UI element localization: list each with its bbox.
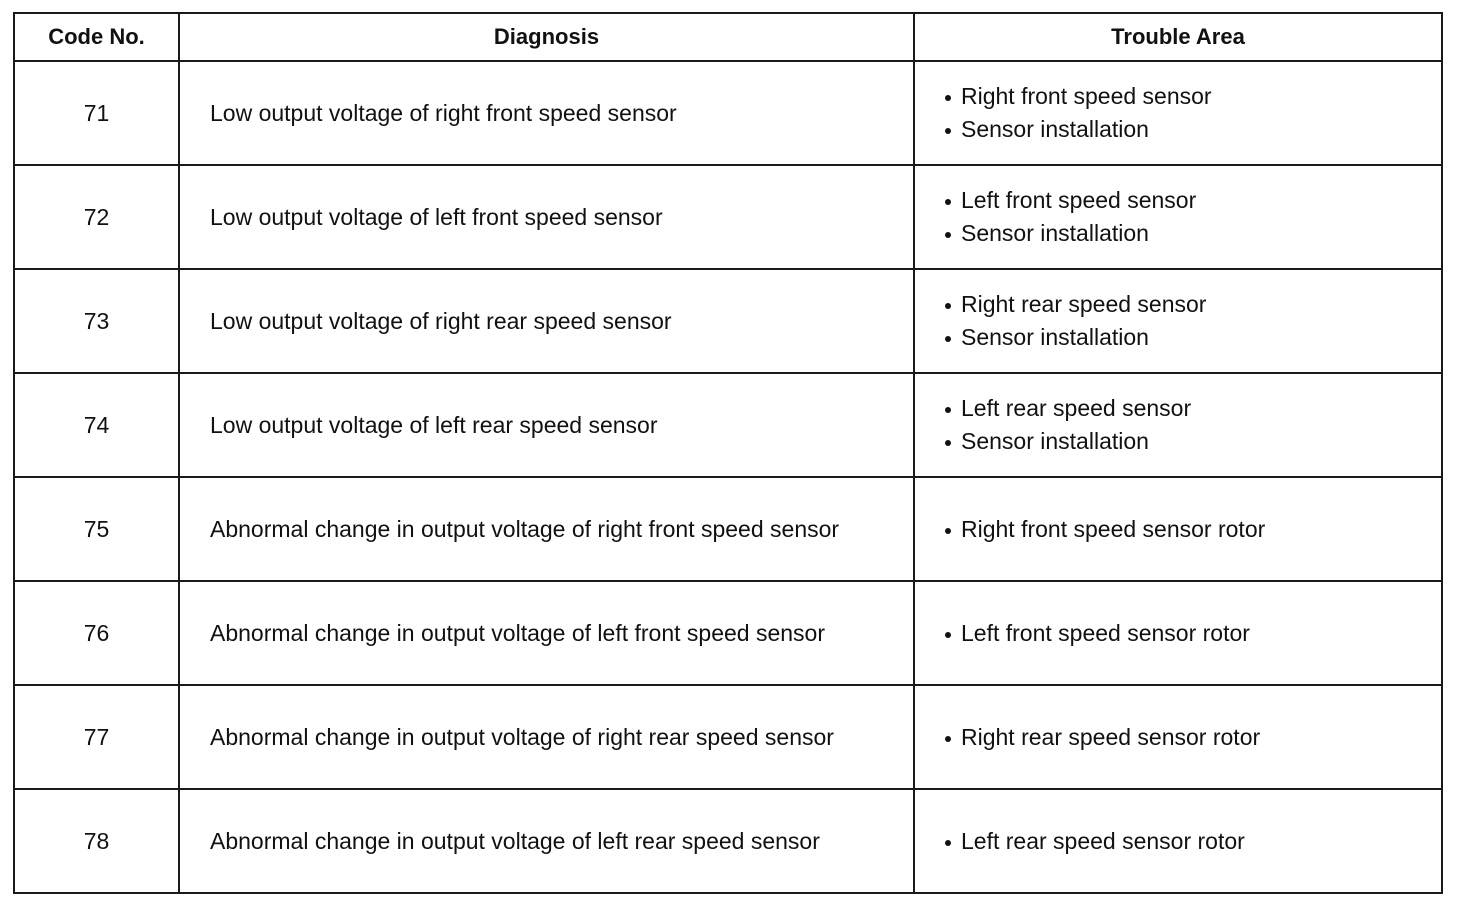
trouble-area-item: Right front speed sensor <box>943 80 1441 113</box>
table-body <box>14 61 1442 893</box>
table-row <box>14 165 1442 269</box>
code-number-cell: 71 <box>14 61 179 165</box>
trouble-area-item: Right rear speed sensor <box>943 288 1441 321</box>
table-row <box>14 581 1442 685</box>
trouble-area-item: Left front speed sensor <box>943 184 1441 217</box>
trouble-area-list <box>943 392 1441 458</box>
diagnosis-cell: Abnormal change in output voltage of right rear speed sensor <box>179 685 914 789</box>
trouble-area-item: Right front speed sensor rotor <box>943 513 1441 546</box>
code-number-cell: 76 <box>14 581 179 685</box>
trouble-area-cell <box>914 477 1442 581</box>
table-row <box>14 477 1442 581</box>
header-trouble-area: Trouble Area <box>914 13 1442 61</box>
table-row <box>14 373 1442 477</box>
trouble-area-list <box>943 721 1441 754</box>
code-number-cell: 75 <box>14 477 179 581</box>
table-row <box>14 789 1442 893</box>
trouble-area-item: Right rear speed sensor rotor <box>943 721 1441 754</box>
code-number-cell: 74 <box>14 373 179 477</box>
code-number-cell: 77 <box>14 685 179 789</box>
diagnosis-cell: Abnormal change in output voltage of left front speed sensor <box>179 581 914 685</box>
trouble-area-list <box>943 184 1441 250</box>
table-row <box>14 685 1442 789</box>
diagnosis-cell: Low output voltage of right front speed sensor <box>179 61 914 165</box>
trouble-area-item: Sensor installation <box>943 113 1441 146</box>
trouble-area-list <box>943 80 1441 146</box>
trouble-area-cell <box>914 581 1442 685</box>
trouble-area-list <box>943 513 1441 546</box>
trouble-area-item: Left front speed sensor rotor <box>943 617 1441 650</box>
diagnosis-cell: Abnormal change in output voltage of right front speed sensor <box>179 477 914 581</box>
trouble-area-cell <box>914 269 1442 373</box>
trouble-area-cell <box>914 61 1442 165</box>
diagnosis-cell: Low output voltage of left front speed sensor <box>179 165 914 269</box>
trouble-area-cell <box>914 685 1442 789</box>
table-header <box>14 13 1442 61</box>
diagnostic-code-table <box>13 12 1443 894</box>
table-row <box>14 61 1442 165</box>
trouble-area-list <box>943 825 1441 858</box>
diagnosis-cell: Low output voltage of right rear speed sensor <box>179 269 914 373</box>
trouble-area-cell <box>914 165 1442 269</box>
diagnosis-cell: Low output voltage of left rear speed sensor <box>179 373 914 477</box>
trouble-area-item: Left rear speed sensor rotor <box>943 825 1441 858</box>
header-row <box>14 13 1442 61</box>
trouble-area-item: Sensor installation <box>943 321 1441 354</box>
header-diagnosis: Diagnosis <box>179 13 914 61</box>
code-number-cell: 73 <box>14 269 179 373</box>
code-number-cell: 72 <box>14 165 179 269</box>
trouble-area-cell <box>914 789 1442 893</box>
trouble-area-item: Sensor installation <box>943 425 1441 458</box>
code-number-cell: 78 <box>14 789 179 893</box>
header-code-no: Code No. <box>14 13 179 61</box>
trouble-area-cell <box>914 373 1442 477</box>
trouble-area-list <box>943 288 1441 354</box>
trouble-area-item: Sensor installation <box>943 217 1441 250</box>
trouble-area-item: Left rear speed sensor <box>943 392 1441 425</box>
diagnosis-cell: Abnormal change in output voltage of left rear speed sensor <box>179 789 914 893</box>
table-row <box>14 269 1442 373</box>
trouble-area-list <box>943 617 1441 650</box>
